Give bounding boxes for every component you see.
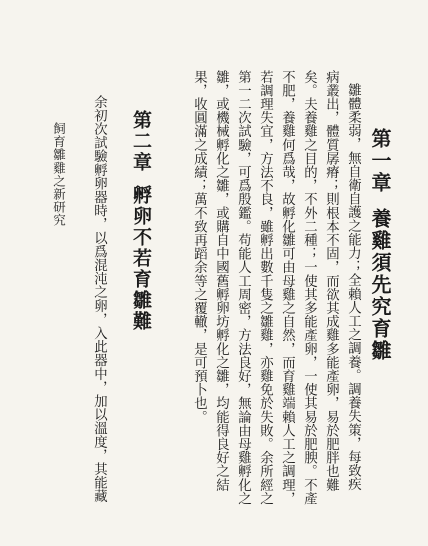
paragraph-line: 不肥，養雞何爲哉，故孵化雛可由母雞之自然，而育雞端賴人工之調理， (279, 70, 295, 506)
paragraph-line: 果，收圓滿之成績；萬不致再蹈余等之覆轍，是可預卜也。 (191, 70, 207, 424)
paragraph-line: 雛，或機械孵化之雛，或購自中國舊孵卵坊孵化之雛，均能得良好之結 (213, 70, 229, 492)
chapter2-heading (131, 110, 150, 332)
chapter1-heading (370, 128, 390, 362)
paragraph-line: 若調理失宜，方法不良，雖孵出數千隻之雛雞，亦雞免於失敗。余所經之 (257, 70, 273, 506)
paragraph-line: 雛體柔弱，無自衛自護之能力；全賴人工之調養。調養失策，每致疾 (345, 83, 361, 491)
paragraph-line: 矣。夫養雞之目的，不外二種；一使其多能產卵，一使其易於肥腴。不產 (301, 70, 317, 506)
chapter1-number: 第一章 (368, 128, 392, 194)
chapter2-title: 孵卵不若育雛難 (130, 185, 152, 332)
running-footer: 飼育雛雞之新研究 (51, 122, 67, 227)
chapter2-number: 第二章 (130, 110, 152, 173)
paragraph-line: 余初次試驗孵卵器時，以爲混沌之卵，入此器中，加以溫度，其能藏 (91, 95, 107, 503)
chapter1-title: 養雞須先究育雛 (368, 208, 392, 362)
paragraph-line: 第一二次試驗，可爲殷鑑。苟能人工周密，方法良好，無論由母雞孵化之 (235, 70, 251, 506)
paragraph-line: 病叢出，體質孱瘠；則根本不固，而欲其成雞多能產卵，易於肥胖也難 (323, 70, 339, 492)
